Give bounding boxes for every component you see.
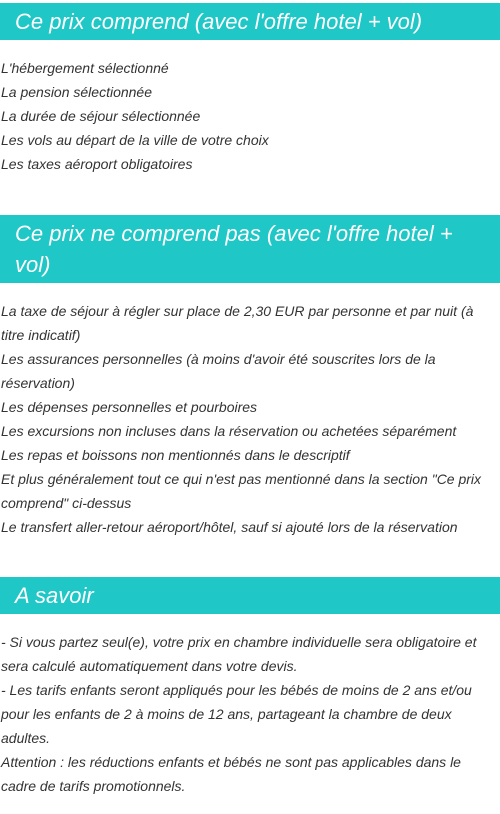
list-item: Les repas et boissons non mentionnés dans le descriptif [1,447,350,463]
section-title: A savoir [0,577,500,614]
list-item: Attention : les réductions enfants et bébés ne sont pas applicables dans le cadre de tarifs promotionnels. [1,754,461,794]
list-item: - Les tarifs enfants seront appliqués pour les bébés de moins de 2 ans et/ou pour les enfants de 2 à moins de 12 ans, partageant la chambre de deux adultes. [1,682,472,746]
list-item: Les vols au départ de la ville de votre choix [1,132,269,148]
list-item: Les assurances personnelles (à moins d'avoir été souscrites lors de la réservation) [1,351,436,391]
section-good-to-know [0,577,500,798]
section-price-includes [0,3,500,176]
list-item: Les taxes aéroport obligatoires [1,156,193,172]
excluded-list [0,299,500,539]
list-item: L'hébergement sélectionné [1,60,169,76]
section-title: Ce prix ne comprend pas (avec l'offre hotel + vol) [0,215,500,283]
included-list [0,56,500,176]
info-list [0,630,500,798]
list-item: Et plus généralement tout ce qui n'est pas mentionné dans la section "Ce prix comprend" ci-dessus [1,471,482,511]
section-title: Ce prix comprend (avec l'offre hotel + vol) [0,3,500,40]
list-item: La pension sélectionnée [1,84,153,100]
section-price-excludes [0,215,500,539]
list-item: Le transfert aller-retour aéroport/hôtel, sauf si ajouté lors de la réservation [1,519,458,535]
list-item: La taxe de séjour à régler sur place de 2,30 EUR par personne et par nuit (à titre indicatif) [1,303,474,343]
list-item: - Si vous partez seul(e), votre prix en chambre individuelle sera obligatoire et sera calculé automatiquement dans votre devis. [1,634,477,674]
list-item: Les dépenses personnelles et pourboires [1,399,258,415]
list-item: Les excursions non incluses dans la réservation ou achetées séparément [1,423,457,439]
list-item: La durée de séjour sélectionnée [1,108,201,124]
